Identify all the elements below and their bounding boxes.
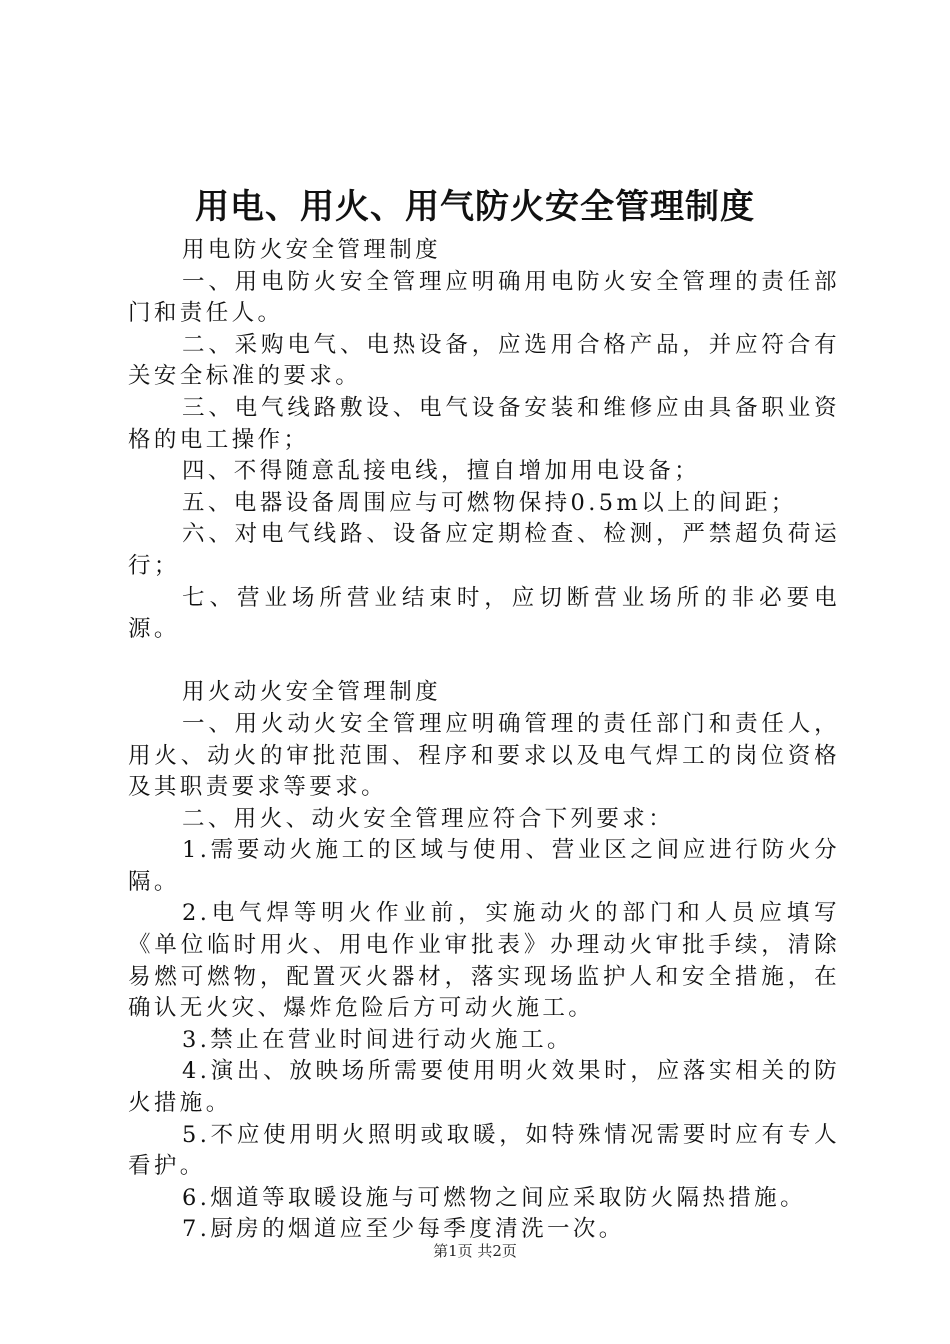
paragraph: 7.厨房的烟道应至少每季度清洗一次。 (182, 1216, 625, 1243)
paragraph: 六、对电气线路、设备应定期检查、检测，严禁超负荷运行； (128, 521, 840, 579)
paragraph: 2.电气焊等明火作业前，实施动火的部门和人员应填写《单位临时用火、用电作业审批表》办理动火审批手续，清除易燃可燃物，配置灭火器材，落实现场监护人和安全措施，在确认无火灾、爆炸危险后方可动火施工。 (128, 900, 840, 1022)
paragraph: 五、电器设备周围应与可燃物保持0.5m以上的间距； (182, 489, 797, 516)
paragraph: 5.不应使用明火照明或取暖，如特殊情况需要时应有专人看护。 (128, 1121, 840, 1180)
paragraph: 二、采购电气、电热设备，应选用合格产品，并应符合有关安全标准的要求。 (128, 331, 840, 390)
paragraph: 二、用火、动火安全管理应符合下列要求： (182, 805, 675, 832)
paragraph: 三、电气线路敷设、电气设备安装和维修应由具备职业资格的电工操作； (128, 394, 840, 453)
paragraph: 一、用电防火安全管理应明确用电防火安全管理的责任部门和责任人。 (128, 268, 840, 327)
paragraph: 4.演出、放映场所需要使用明火效果时，应落实相关的防火措施。 (128, 1058, 840, 1117)
document-title: 用电、用火、用气防火安全管理制度 (195, 187, 755, 227)
section-heading-fire: 用火动火安全管理制度 (182, 679, 442, 706)
paragraph: 6.烟道等取暖设施与可燃物之间应采取防火隔热措施。 (182, 1184, 806, 1211)
paragraph: 1.需要动火施工的区域与使用、营业区之间应进行防火分隔。 (128, 837, 840, 895)
document-body (128, 235, 840, 1246)
paragraph: 四、不得随意乱接电线，擅自增加用电设备； (182, 458, 701, 485)
page-footer: 第1页 共2页 (433, 1242, 517, 1260)
section-heading-electricity: 用电防火安全管理制度 (182, 237, 442, 263)
paragraph: 3.禁止在营业时间进行动火施工。 (182, 1026, 573, 1053)
paragraph: 一、用火动火安全管理应明确管理的责任部门和责任人，用火、动火的审批范围、程序和要求以及电气焊工的岗位资格及其职责要求等要求。 (128, 710, 840, 801)
paragraph: 七、营业场所营业结束时，应切断营业场所的非必要电源。 (128, 584, 840, 643)
